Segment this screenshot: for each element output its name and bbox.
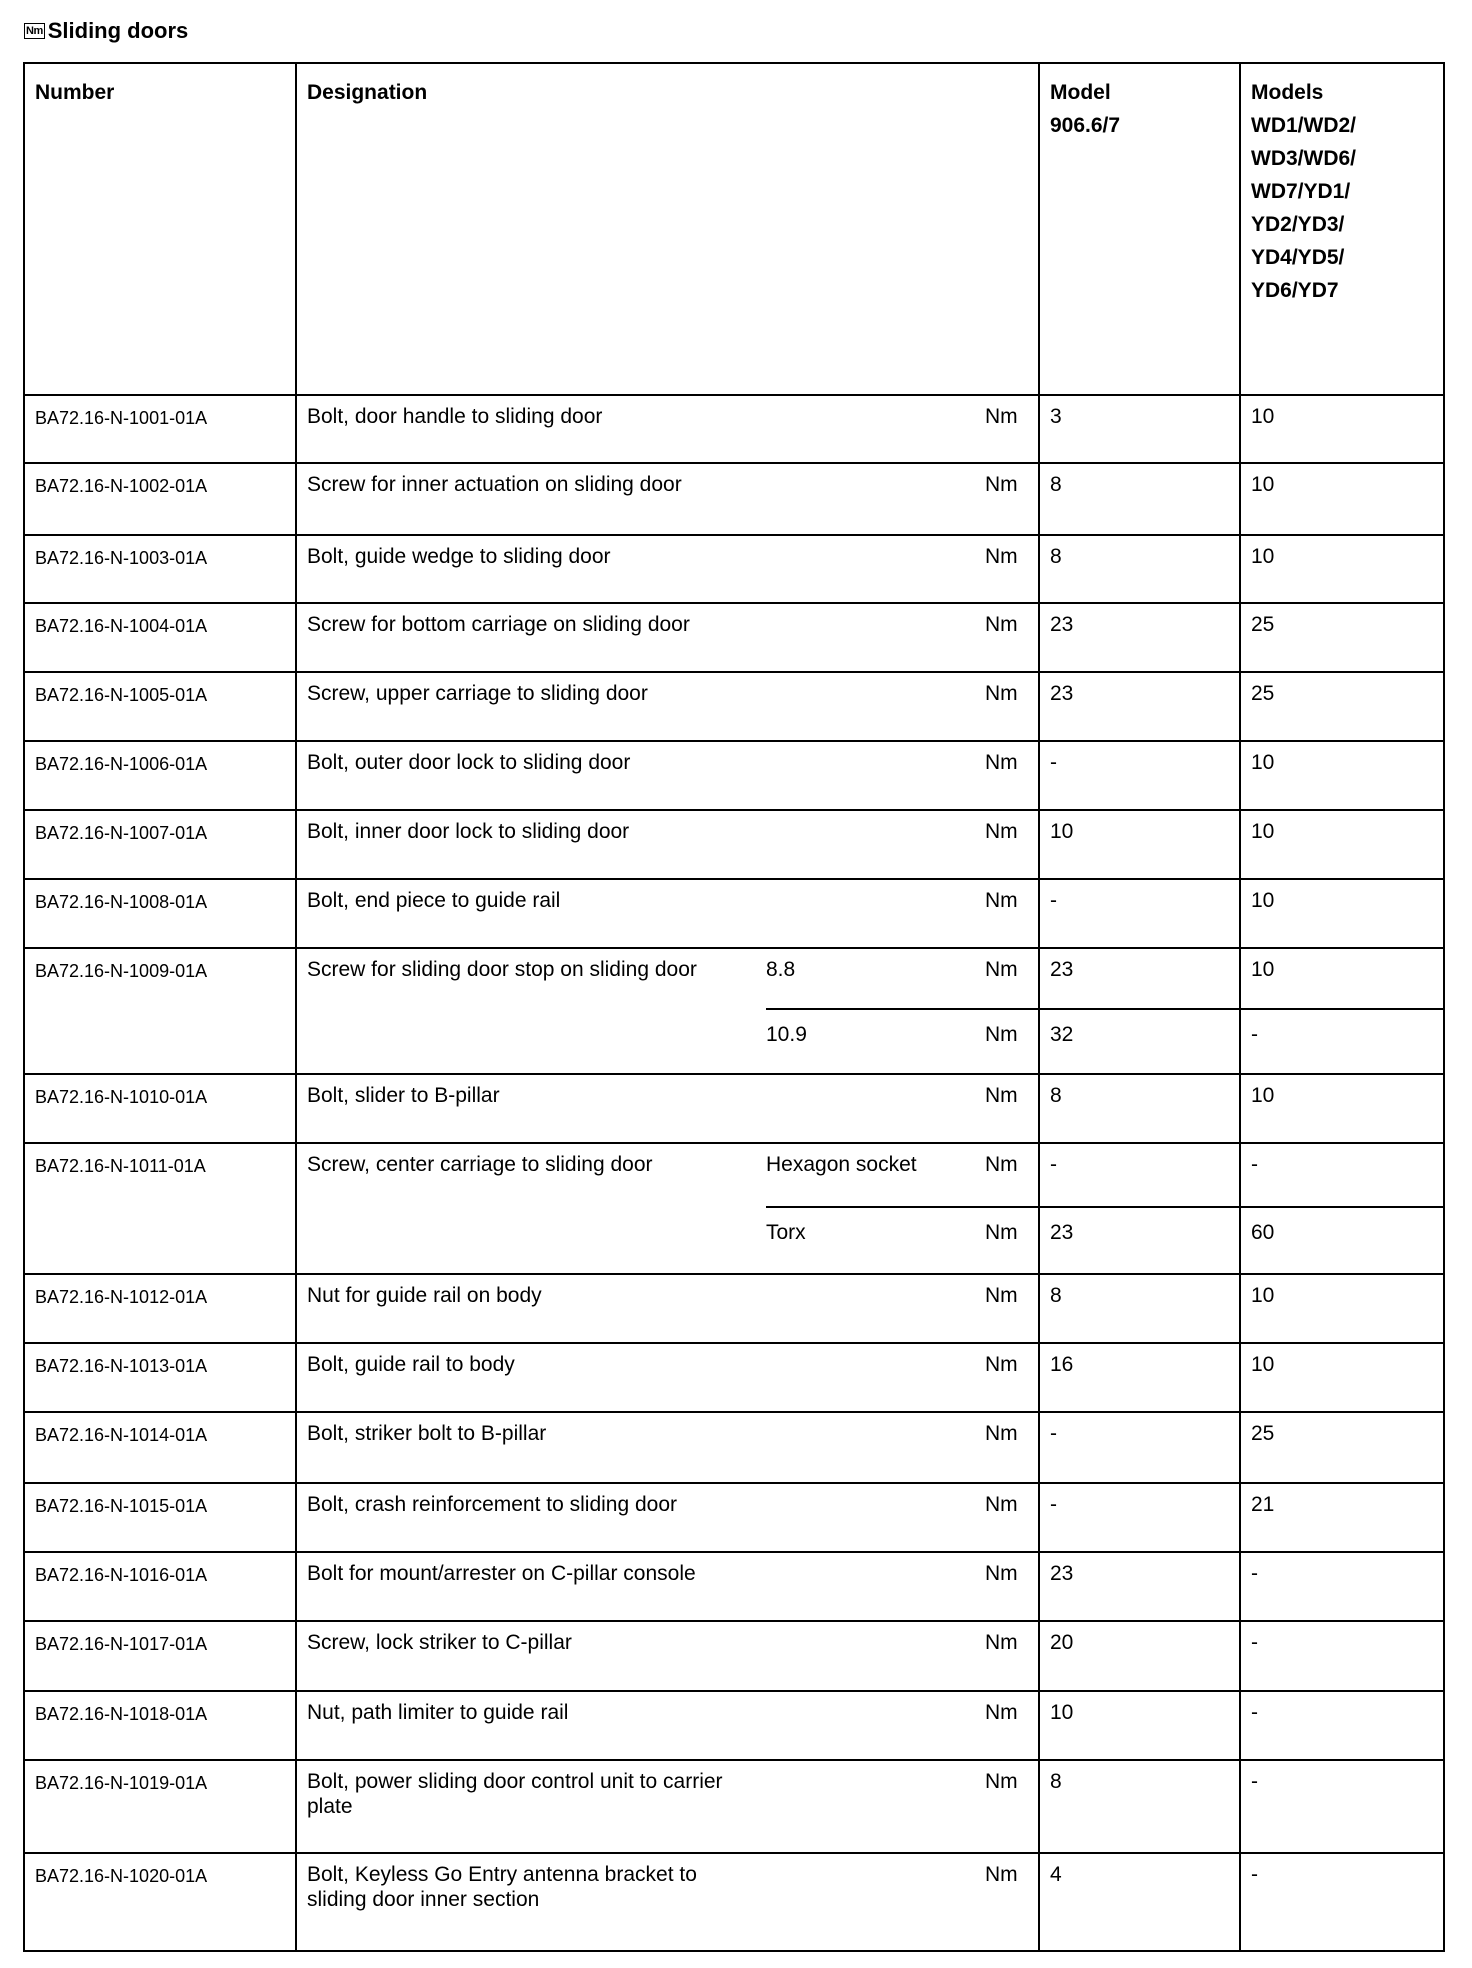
row-divider [25, 878, 1443, 880]
row-divider [25, 1342, 1443, 1344]
variant: Torx [766, 1221, 806, 1244]
value-model-b: 10 [1251, 751, 1275, 774]
designation: Bolt, inner door lock to sliding door [307, 820, 630, 843]
part-number: BA72.16-N-1009-01A [35, 961, 208, 981]
sub-row-divider [766, 1008, 1443, 1010]
value-model-b: 10 [1251, 1284, 1275, 1307]
row-divider [25, 1620, 1443, 1622]
row-divider [25, 1759, 1443, 1761]
row-divider [25, 534, 1443, 536]
unit: Nm [985, 889, 1018, 912]
part-number: BA72.16-N-1015-01A [35, 1496, 208, 1516]
value-model-b: 10 [1251, 405, 1275, 428]
value-model-a: 10 [1050, 820, 1074, 843]
header-model-b-line: YD6/YD7 [1251, 279, 1339, 302]
value-model-b: 10 [1251, 1353, 1275, 1376]
value-model-a: 32 [1050, 1023, 1074, 1046]
designation: Screw for bottom carriage on sliding door [307, 613, 690, 636]
row-divider [25, 1852, 1443, 1854]
unit: Nm [985, 1221, 1018, 1244]
value-model-b: - [1251, 1863, 1258, 1886]
designation: Bolt for mount/arrester on C-pillar console [307, 1562, 696, 1585]
part-number: BA72.16-N-1012-01A [35, 1287, 208, 1307]
designation: Bolt, guide wedge to sliding door [307, 545, 611, 568]
part-number: BA72.16-N-1003-01A [35, 548, 208, 568]
unit: Nm [985, 958, 1018, 981]
value-model-a: 23 [1050, 1221, 1074, 1244]
value-model-b: 21 [1251, 1493, 1275, 1516]
value-model-a: 23 [1050, 958, 1074, 981]
value-model-b: - [1251, 1631, 1258, 1654]
unit: Nm [985, 1153, 1018, 1176]
value-model-b: - [1251, 1023, 1258, 1046]
row-divider [25, 1482, 1443, 1484]
value-model-a: 3 [1050, 405, 1062, 428]
value-model-a: 4 [1050, 1863, 1062, 1886]
header-model-b-line: Models [1251, 81, 1324, 104]
designation: Screw for sliding door stop on sliding door [307, 958, 697, 981]
page-title-text: Sliding doors [47, 18, 189, 43]
value-model-b: 10 [1251, 958, 1275, 981]
designation: Screw for inner actuation on sliding door [307, 473, 682, 496]
variant: 10.9 [766, 1023, 807, 1046]
unit: Nm [985, 473, 1018, 496]
designation: Bolt, end piece to guide rail [307, 889, 561, 912]
part-number: BA72.16-N-1020-01A [35, 1866, 208, 1886]
value-model-b: 25 [1251, 682, 1275, 705]
column-divider [295, 64, 297, 1950]
designation: Screw, upper carriage to sliding door [307, 682, 648, 705]
part-number: BA72.16-N-1002-01A [35, 476, 208, 496]
header-model-b-line: YD4/YD5/ [1251, 246, 1345, 269]
value-model-a: 23 [1050, 682, 1074, 705]
column-divider [1239, 64, 1241, 1950]
variant: 8.8 [766, 958, 796, 981]
row-divider [25, 1073, 1443, 1075]
unit: Nm [985, 1701, 1018, 1724]
unit: Nm [985, 1353, 1018, 1376]
unit: Nm [985, 545, 1018, 568]
value-model-a: - [1050, 889, 1057, 912]
header-model-b-line: WD1/WD2/ [1251, 114, 1356, 137]
header-model-b [1251, 76, 1356, 307]
variant: Hexagon socket [766, 1153, 917, 1176]
designation: Screw, lock striker to C-pillar [307, 1631, 572, 1654]
header-model-a-line: 906.6/7 [1050, 114, 1121, 137]
row-divider [25, 1411, 1443, 1413]
value-model-a: 8 [1050, 1284, 1062, 1307]
value-model-a: 10 [1050, 1701, 1074, 1724]
designation: Bolt, Keyless Go Entry antenna bracket to sliding door inner section [307, 1863, 697, 1911]
unit: Nm [985, 1863, 1018, 1886]
page-title [24, 18, 188, 44]
unit: Nm [985, 1284, 1018, 1307]
value-model-b: 60 [1251, 1221, 1275, 1244]
value-model-a: 23 [1050, 613, 1074, 636]
value-model-a: 23 [1050, 1562, 1074, 1585]
part-number: BA72.16-N-1001-01A [35, 408, 208, 428]
value-model-b: 10 [1251, 545, 1275, 568]
row-divider [25, 394, 1443, 396]
value-model-a: 16 [1050, 1353, 1074, 1376]
value-model-a: - [1050, 751, 1057, 774]
unit: Nm [985, 1562, 1018, 1585]
designation: Bolt, slider to B-pillar [307, 1084, 500, 1107]
value-model-a: 8 [1050, 1770, 1062, 1793]
header-number: Number [35, 81, 115, 104]
value-model-a: 8 [1050, 473, 1062, 496]
designation: Bolt, guide rail to body [307, 1353, 515, 1376]
designation: Nut, path limiter to guide rail [307, 1701, 569, 1724]
row-divider [25, 462, 1443, 464]
part-number: BA72.16-N-1005-01A [35, 685, 208, 705]
designation: Nut for guide rail on body [307, 1284, 542, 1307]
value-model-b: 10 [1251, 820, 1275, 843]
designation: Bolt, power sliding door control unit to carrier plate [307, 1770, 723, 1818]
header-model-a [1050, 76, 1120, 142]
row-divider [25, 671, 1443, 673]
header-model-b-line: WD7/YD1/ [1251, 180, 1351, 203]
header-model-b-line: WD3/WD6/ [1251, 147, 1356, 170]
row-divider [25, 1690, 1443, 1692]
row-divider [25, 947, 1443, 949]
header-designation: Designation [307, 81, 428, 104]
row-divider [25, 1142, 1443, 1144]
unit: Nm [985, 751, 1018, 774]
value-model-b: 10 [1251, 889, 1275, 912]
torque-table [23, 62, 1445, 1952]
value-model-b: 10 [1251, 473, 1275, 496]
value-model-b: 25 [1251, 613, 1275, 636]
designation: Bolt, crash reinforcement to sliding door [307, 1493, 678, 1516]
value-model-a: - [1050, 1493, 1057, 1516]
unit: Nm [985, 1493, 1018, 1516]
value-model-b: 25 [1251, 1422, 1275, 1445]
part-number: BA72.16-N-1017-01A [35, 1634, 208, 1654]
designation: Bolt, striker bolt to B-pillar [307, 1422, 547, 1445]
part-number: BA72.16-N-1019-01A [35, 1773, 208, 1793]
part-number: BA72.16-N-1006-01A [35, 754, 208, 774]
part-number: BA72.16-N-1013-01A [35, 1356, 208, 1376]
unit: Nm [985, 405, 1018, 428]
value-model-a: 8 [1050, 1084, 1062, 1107]
header-model-a-line: Model [1050, 81, 1111, 104]
value-model-b: - [1251, 1562, 1258, 1585]
value-model-b: 10 [1251, 1084, 1275, 1107]
unit: Nm [985, 1084, 1018, 1107]
row-divider [25, 1551, 1443, 1553]
unit: Nm [985, 1631, 1018, 1654]
unit: Nm [985, 820, 1018, 843]
column-divider [1038, 64, 1040, 1950]
designation: Bolt, outer door lock to sliding door [307, 751, 631, 774]
part-number: BA72.16-N-1008-01A [35, 892, 208, 912]
header-model-b-line: YD2/YD3/ [1251, 213, 1345, 236]
unit: Nm [985, 613, 1018, 636]
part-number: BA72.16-N-1004-01A [35, 616, 208, 636]
unit: Nm [985, 1023, 1018, 1046]
value-model-a: - [1050, 1153, 1057, 1176]
part-number: BA72.16-N-1007-01A [35, 823, 208, 843]
part-number: BA72.16-N-1010-01A [35, 1087, 208, 1107]
sub-row-divider [766, 1206, 1443, 1208]
part-number: BA72.16-N-1014-01A [35, 1425, 208, 1445]
row-divider [25, 740, 1443, 742]
part-number: BA72.16-N-1011-01A [35, 1156, 206, 1176]
unit: Nm [985, 1422, 1018, 1445]
part-number: BA72.16-N-1016-01A [35, 1565, 208, 1585]
row-divider [25, 809, 1443, 811]
designation: Screw, center carriage to sliding door [307, 1153, 653, 1176]
value-model-a: 8 [1050, 545, 1062, 568]
value-model-a: 20 [1050, 1631, 1074, 1654]
unit: Nm [985, 1770, 1018, 1793]
torque-nm-icon: Nm [26, 25, 43, 37]
part-number: BA72.16-N-1018-01A [35, 1704, 208, 1724]
value-model-b: - [1251, 1153, 1258, 1176]
value-model-a: - [1050, 1422, 1057, 1445]
unit: Nm [985, 682, 1018, 705]
value-model-b: - [1251, 1770, 1258, 1793]
row-divider [25, 602, 1443, 604]
designation: Bolt, door handle to sliding door [307, 405, 603, 428]
row-divider [25, 1273, 1443, 1275]
value-model-b: - [1251, 1701, 1258, 1724]
